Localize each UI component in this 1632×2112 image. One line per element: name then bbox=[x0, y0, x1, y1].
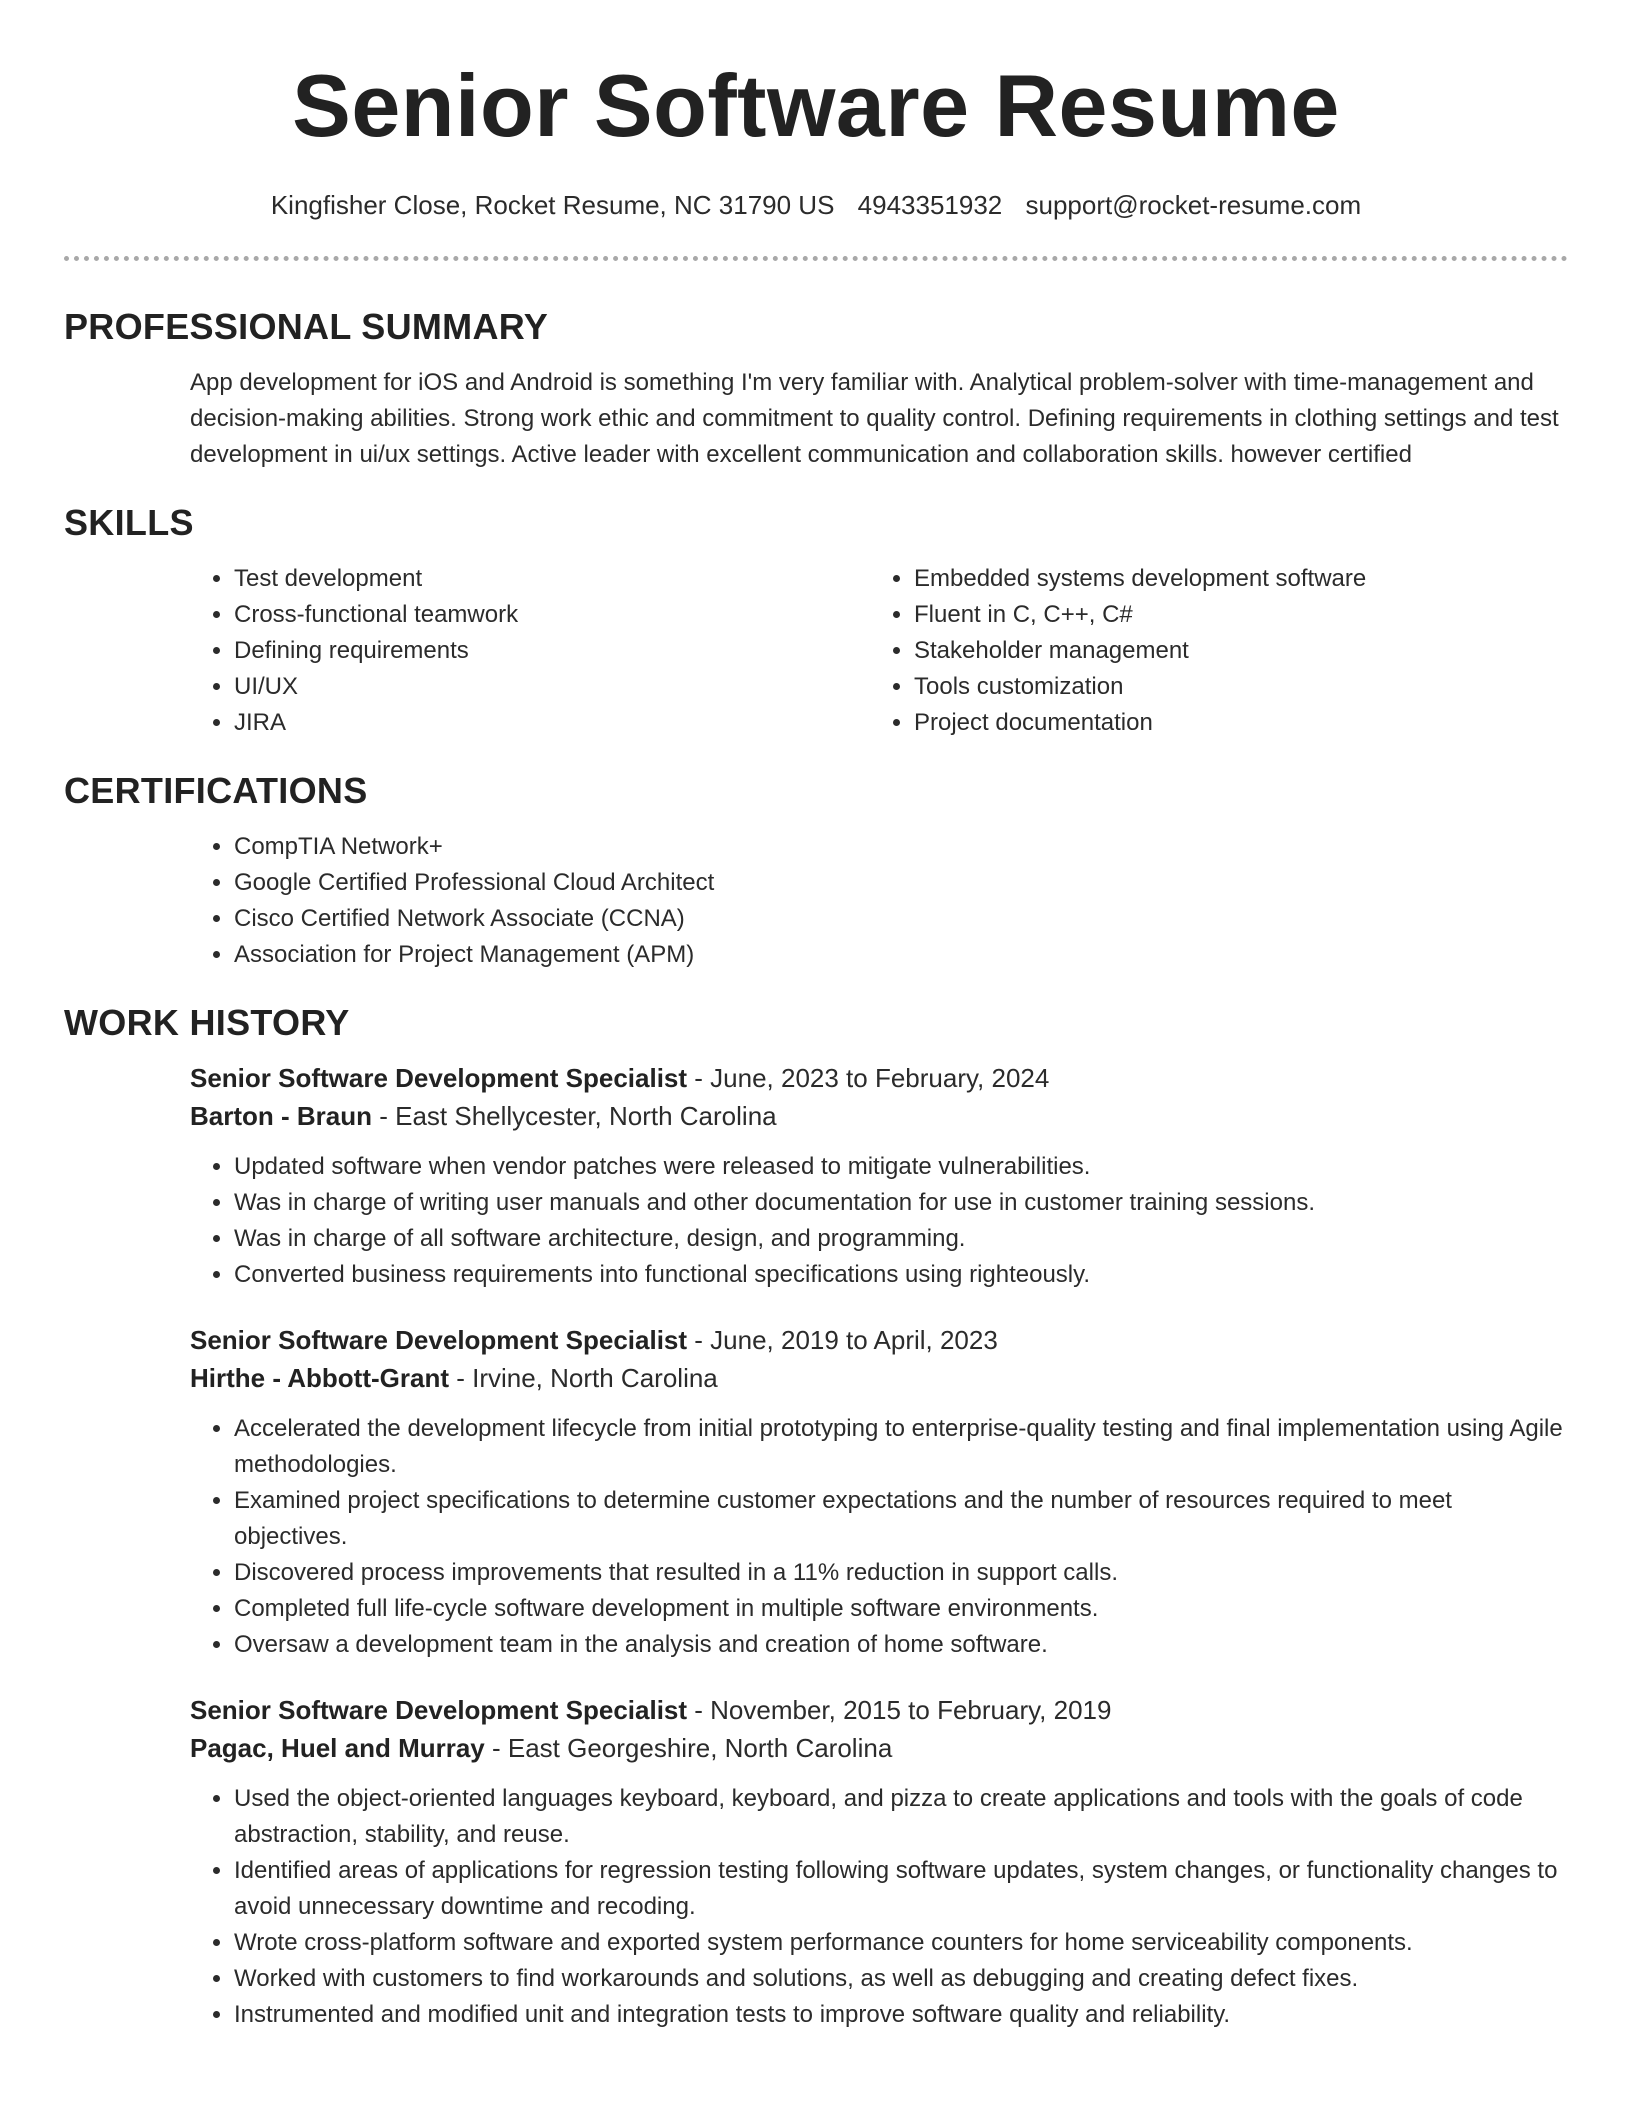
job-bullet: • Instrumented and modified unit and integration tests to improve software quality and reliability. bbox=[234, 1997, 1568, 2033]
header-divider bbox=[64, 256, 1568, 261]
job-company: Barton - Braun bbox=[190, 1101, 372, 1131]
job-bullets bbox=[190, 1411, 1568, 1663]
job-dates: - June, 2023 to February, 2024 bbox=[687, 1063, 1050, 1093]
certification-item: • Cisco Certified Network Associate (CCNA) bbox=[234, 901, 1568, 937]
certification-item: • CompTIA Network+ bbox=[234, 829, 1568, 865]
certifications-heading: CERTIFICATIONS bbox=[64, 770, 368, 811]
skill-item: • UI/UX bbox=[234, 669, 870, 705]
job-bullet: • Worked with customers to find workarounds and solutions, as well as debugging and creating defect fixes. bbox=[234, 1961, 1568, 1997]
job-title: Senior Software Development Specialist bbox=[190, 1695, 688, 1725]
skill-item: • Stakeholder management bbox=[914, 633, 1550, 669]
job-bullet: • Examined project specifications to determine customer expectations and the number of resources required to meet objectives. bbox=[234, 1483, 1568, 1555]
skills-list bbox=[190, 561, 1568, 741]
summary-heading: PROFESSIONAL SUMMARY bbox=[64, 306, 549, 347]
job-company: Pagac, Huel and Murray bbox=[190, 1733, 485, 1763]
job-location: - East Shellycester, North Carolina bbox=[372, 1101, 777, 1131]
skill-item: • Defining requirements bbox=[234, 633, 870, 669]
job-location: - East Georgeshire, North Carolina bbox=[484, 1733, 893, 1763]
job-bullet: • Converted business requirements into functional specifications using righteously. bbox=[234, 1257, 1568, 1293]
contact-address: Kingfisher Close, Rocket Resume, NC 31790 US bbox=[270, 190, 835, 220]
job-bullet: • Wrote cross-platform software and exported system performance counters for home serviceability components. bbox=[234, 1925, 1568, 1961]
skill-item: • Test development bbox=[234, 561, 870, 597]
resume-title: Senior Software Resume bbox=[292, 56, 1340, 155]
job-bullet: • Used the object-oriented languages keyboard, keyboard, and pizza to create applications and tools with the goals of code abstraction, stability, and reuse. bbox=[234, 1781, 1568, 1853]
skill-item: • Fluent in C, C++, C# bbox=[914, 597, 1550, 633]
job-bullet: • Identified areas of applications for regression testing following software updates, system changes, or functionality changes to avoid unnecessary downtime and recoding. bbox=[234, 1853, 1568, 1925]
job-dates: - November, 2015 to February, 2019 bbox=[687, 1695, 1112, 1725]
job-bullet: • Was in charge of writing user manuals and other documentation for use in customer training sessions. bbox=[234, 1185, 1568, 1221]
job-bullet: • Accelerated the development lifecycle from initial prototyping to enterprise-quality testing and final implementation using Agile methodologies. bbox=[234, 1411, 1568, 1483]
job-entry bbox=[190, 1691, 1568, 2033]
contact-phone: 4943351932 bbox=[857, 190, 1003, 220]
job-bullets bbox=[190, 1781, 1568, 2033]
job-company: Hirthe - Abbott-Grant bbox=[190, 1363, 449, 1393]
job-entry bbox=[190, 1321, 1568, 1663]
job-bullet: • Oversaw a development team in the analysis and creation of home software. bbox=[234, 1627, 1568, 1663]
skill-item: • Cross-functional teamwork bbox=[234, 597, 870, 633]
job-entry bbox=[190, 1059, 1568, 1293]
job-bullet: • Completed full life-cycle software development in multiple software environments. bbox=[234, 1591, 1568, 1627]
work-history-heading: WORK HISTORY bbox=[64, 1002, 350, 1043]
certifications-list bbox=[190, 829, 1568, 973]
certification-item: • Google Certified Professional Cloud Architect bbox=[234, 865, 1568, 901]
job-title: Senior Software Development Specialist bbox=[190, 1063, 688, 1093]
skills-column-left bbox=[190, 561, 870, 741]
skill-item: • Project documentation bbox=[914, 705, 1550, 741]
contact-email: support@rocket-resume.com bbox=[1025, 190, 1362, 220]
resume-page bbox=[64, 0, 1568, 2033]
job-company-line bbox=[190, 1097, 1568, 1135]
job-company-line bbox=[190, 1359, 1568, 1397]
summary-text: App development for iOS and Android is something I'm very familiar with. Analytical problem-solver with time-management and decision-making abilities. Strong work ethic and commitment to quality control. Defining requirements in clothing settings and test development in ui/ux settings. Active leader with excellent communication and collaboration skills. however certified bbox=[190, 369, 1559, 468]
job-location: - Irvine, North Carolina bbox=[449, 1363, 718, 1393]
job-title-line bbox=[190, 1321, 1568, 1359]
certification-item: • Association for Project Management (APM) bbox=[234, 937, 1568, 973]
skill-item: • JIRA bbox=[234, 705, 870, 741]
contact-line bbox=[64, 188, 1568, 222]
job-title-line bbox=[190, 1691, 1568, 1729]
job-company-line bbox=[190, 1729, 1568, 1767]
job-bullet: • Discovered process improvements that resulted in a 11% reduction in support calls. bbox=[234, 1555, 1568, 1591]
job-title-line bbox=[190, 1059, 1568, 1097]
skills-heading: SKILLS bbox=[64, 502, 194, 543]
job-title: Senior Software Development Specialist bbox=[190, 1325, 688, 1355]
skill-item: • Tools customization bbox=[914, 669, 1550, 705]
job-bullet: • Updated software when vendor patches were released to mitigate vulnerabilities. bbox=[234, 1149, 1568, 1185]
skills-column-right bbox=[870, 561, 1550, 741]
job-bullet: • Was in charge of all software architecture, design, and programming. bbox=[234, 1221, 1568, 1257]
job-bullets bbox=[190, 1149, 1568, 1293]
skill-item: • Embedded systems development software bbox=[914, 561, 1550, 597]
job-dates: - June, 2019 to April, 2023 bbox=[687, 1325, 998, 1355]
